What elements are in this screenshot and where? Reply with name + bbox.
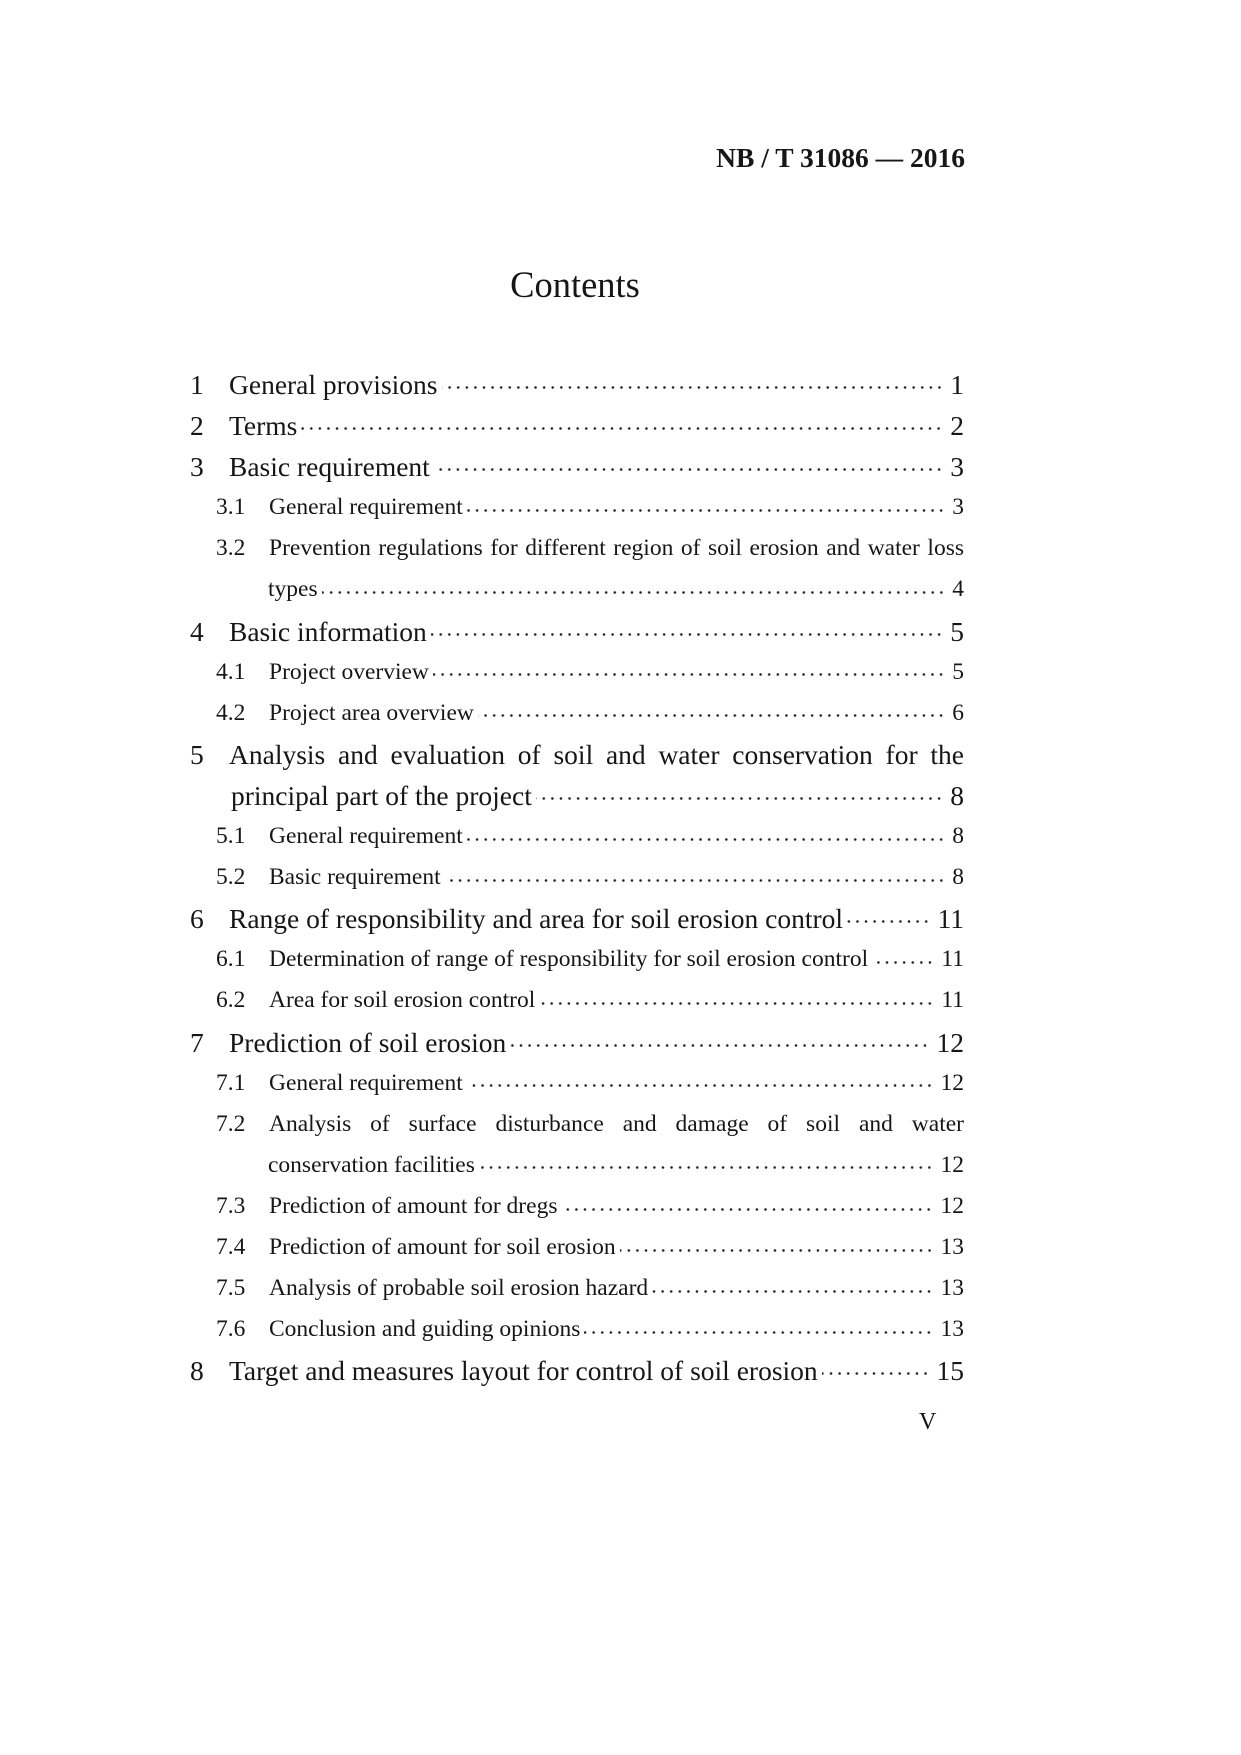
entry-number: 7	[190, 1026, 204, 1058]
page-title: Contents	[510, 264, 640, 305]
entry-page-number: 12	[940, 1192, 964, 1219]
entry-number: 2	[190, 410, 204, 442]
entry-title-row	[269, 528, 964, 569]
entry-number: 7.4	[216, 1233, 246, 1260]
entry-number: 4	[190, 615, 204, 647]
entry-page-number: 2	[950, 410, 964, 442]
leader-dots	[301, 405, 943, 446]
entry-title-row	[269, 652, 964, 693]
entry-title: Determination of range of responsibility for soil erosion control	[269, 946, 869, 973]
entry-title-row	[269, 1268, 964, 1309]
toc-line	[0, 857, 1241, 898]
entry-number: 7.3	[216, 1192, 246, 1219]
entry-title-row	[229, 1350, 964, 1391]
entry-number: 5.1	[216, 823, 246, 850]
toc-section-entry	[0, 980, 1241, 1021]
entry-page-number: 11	[941, 946, 964, 973]
toc-section-entry	[0, 939, 1241, 980]
entry-page-number: 3	[950, 451, 964, 483]
entry-title: conservation facilities	[268, 1151, 475, 1178]
toc-chapter-entry	[0, 364, 1241, 405]
entry-number: 8	[190, 1355, 204, 1387]
leader-dots	[434, 446, 943, 487]
leader-dots	[478, 693, 945, 734]
entry-title: General requirement	[269, 823, 463, 850]
toc-section-entry	[0, 1186, 1241, 1227]
toc-line	[0, 652, 1241, 693]
entry-title-row	[269, 939, 964, 980]
entry-title: Prediction of amount for soil erosion	[269, 1233, 616, 1260]
entry-title-row	[229, 446, 964, 487]
toc-section-entry	[0, 1104, 1241, 1186]
leader-dots	[445, 857, 946, 898]
toc-line	[0, 446, 1241, 487]
entry-title-row	[229, 364, 964, 405]
leader-dots	[872, 939, 934, 980]
entry-number: 5.2	[216, 864, 246, 891]
leader-dots	[822, 1350, 930, 1391]
entry-title: Range of responsibility and area for soil erosion control	[229, 903, 844, 935]
entry-title-row	[231, 775, 964, 816]
toc-line	[0, 611, 1241, 652]
leader-dots	[847, 898, 931, 939]
leader-dots	[510, 1022, 929, 1063]
entry-title: General provisions	[229, 369, 438, 400]
entry-title: Analysis of surface disturbance and damage of soil and water	[269, 1110, 964, 1137]
entry-title-row	[229, 1022, 964, 1063]
entry-title-row	[269, 1104, 964, 1145]
entry-page-number: 8	[952, 864, 964, 891]
leader-dots	[536, 775, 943, 816]
entry-number: 3	[190, 451, 204, 483]
toc-chapter-entry	[0, 1350, 1241, 1391]
leader-dots	[433, 652, 945, 693]
entry-title-row	[269, 487, 964, 528]
entry-page-number: 13	[940, 1233, 964, 1260]
entry-title: Prediction of amount for dregs	[269, 1192, 558, 1219]
entry-title-row	[269, 1309, 964, 1350]
toc-chapter-entry	[0, 898, 1241, 939]
entry-title-row	[229, 405, 964, 446]
entry-title: Prevention regulations for different region of soil erosion and water loss	[269, 535, 964, 562]
entry-title: Prediction of soil erosion	[229, 1026, 507, 1058]
toc-section-entry	[0, 693, 1241, 734]
entry-number: 7.2	[216, 1110, 246, 1137]
entry-title: Basic information	[229, 615, 427, 647]
toc-chapter-entry	[0, 405, 1241, 446]
entry-page-number: 12	[940, 1069, 964, 1096]
toc-line	[0, 1145, 1241, 1186]
entry-title-row	[269, 857, 964, 898]
leader-dots	[467, 816, 945, 857]
entry-number: 6.2	[216, 987, 246, 1014]
leader-dots	[467, 487, 945, 528]
entry-title-row	[269, 1186, 964, 1227]
table-of-contents	[0, 364, 1241, 1391]
toc-section-entry	[0, 487, 1241, 528]
toc-line	[0, 1186, 1241, 1227]
leader-dots	[442, 364, 944, 405]
entry-title-row	[268, 1145, 964, 1186]
entry-number: 7.5	[216, 1275, 246, 1302]
entry-page-number: 13	[940, 1275, 964, 1302]
entry-number: 7.1	[216, 1069, 246, 1096]
entry-title: Conclusion and guiding opinions	[269, 1316, 581, 1343]
entry-title-row	[229, 734, 964, 775]
entry-title-row	[229, 898, 964, 939]
leader-dots	[620, 1227, 934, 1268]
toc-line	[0, 1022, 1241, 1063]
toc-section-entry	[0, 528, 1241, 610]
entry-page-number: 3	[952, 494, 964, 521]
leader-dots	[322, 569, 946, 610]
entry-title-row	[269, 1063, 964, 1104]
entry-page-number: 12	[940, 1151, 964, 1178]
entry-page-number: 1	[950, 369, 964, 400]
entry-page-number: 8	[952, 823, 964, 850]
entry-number: 3.2	[216, 535, 246, 562]
toc-line	[0, 1350, 1241, 1391]
toc-line	[0, 898, 1241, 939]
toc-line	[0, 1309, 1241, 1350]
entry-title: Area for soil erosion control	[269, 987, 536, 1014]
toc-line	[0, 1268, 1241, 1309]
entry-page-number: 11	[937, 903, 964, 935]
toc-section-entry	[0, 1063, 1241, 1104]
entry-number: 4.1	[216, 658, 246, 685]
entry-number: 1	[190, 369, 204, 400]
toc-line	[0, 775, 1241, 816]
entry-title-row	[269, 980, 964, 1021]
entry-number: 3.1	[216, 494, 246, 521]
entry-title-row	[269, 816, 964, 857]
toc-line	[0, 487, 1241, 528]
entry-page-number: 11	[941, 987, 964, 1014]
entry-title-row	[269, 693, 964, 734]
entry-page-number: 12	[936, 1026, 964, 1058]
entry-number: 6.1	[216, 946, 246, 973]
leader-dots	[539, 980, 934, 1021]
entry-page-number: 5	[952, 658, 964, 685]
entry-page-number: 4	[952, 576, 964, 603]
entry-page-number: 5	[950, 615, 964, 647]
toc-line	[0, 693, 1241, 734]
toc-section-entry	[0, 816, 1241, 857]
entry-title: Analysis and evaluation of soil and water conservation for the	[229, 738, 964, 770]
entry-title-row	[229, 611, 964, 652]
entry-page-number: 8	[950, 779, 964, 811]
entry-title: Basic requirement	[229, 451, 430, 483]
entry-title: General requirement	[269, 1069, 463, 1096]
toc-line	[0, 1104, 1241, 1145]
leader-dots	[652, 1268, 933, 1309]
entry-title: types	[268, 576, 318, 603]
entry-title: Basic requirement	[269, 864, 441, 891]
leader-dots	[584, 1309, 933, 1350]
entry-title: General requirement	[269, 494, 463, 521]
entry-number: 7.6	[216, 1316, 246, 1343]
toc-line	[0, 1227, 1241, 1268]
entry-title: principal part of the project	[231, 779, 532, 811]
entry-title-row	[269, 1227, 964, 1268]
toc-line	[0, 939, 1241, 980]
standard-code-header: NB / T 31086 — 2016	[716, 142, 965, 173]
leader-dots	[431, 611, 943, 652]
toc-line	[0, 405, 1241, 446]
toc-section-entry	[0, 1309, 1241, 1350]
entry-page-number: 13	[940, 1316, 964, 1343]
entry-number: 5	[190, 738, 204, 770]
toc-section-entry	[0, 1227, 1241, 1268]
entry-title-row	[268, 569, 964, 610]
toc-line	[0, 569, 1241, 610]
toc-line	[0, 734, 1241, 775]
entry-title: Analysis of probable soil erosion hazard	[269, 1275, 649, 1302]
leader-dots	[467, 1063, 934, 1104]
toc-line	[0, 528, 1241, 569]
leader-dots	[561, 1186, 933, 1227]
toc-line	[0, 980, 1241, 1021]
toc-section-entry	[0, 857, 1241, 898]
entry-title: Terms	[229, 410, 298, 442]
entry-title: Target and measures layout for control of soil erosion	[229, 1355, 818, 1387]
toc-section-entry	[0, 1268, 1241, 1309]
toc-chapter-entry	[0, 734, 1241, 816]
entry-number: 4.2	[216, 699, 246, 726]
toc-chapter-entry	[0, 611, 1241, 652]
entry-number: 6	[190, 903, 204, 935]
toc-section-entry	[0, 652, 1241, 693]
entry-title: Project overview	[269, 658, 429, 685]
toc-line	[0, 1063, 1241, 1104]
entry-page-number: 15	[936, 1355, 964, 1387]
entry-title: Project area overview	[269, 699, 474, 726]
leader-dots	[479, 1145, 934, 1186]
toc-chapter-entry	[0, 1022, 1241, 1063]
toc-chapter-entry	[0, 446, 1241, 487]
toc-line	[0, 364, 1241, 405]
footer-page-number: V	[919, 1409, 937, 1435]
toc-line	[0, 816, 1241, 857]
entry-page-number: 6	[952, 699, 964, 726]
